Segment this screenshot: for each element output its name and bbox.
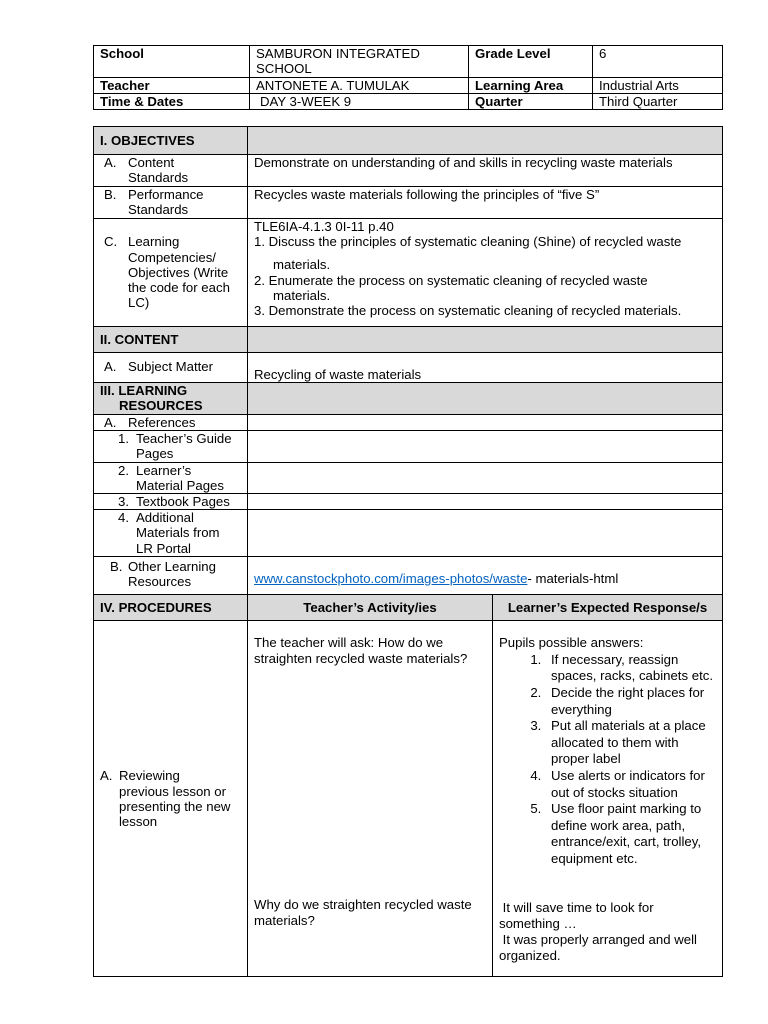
- learner-answer-1: It will save time to look for something …: [499, 900, 658, 932]
- learner-response-header: Learner’s Expected Response/s: [493, 595, 723, 621]
- learner-answer-item: 5. Use floor paint marking to define work area, path, entrance/exit, cart, trolley, equipment etc.: [545, 801, 716, 867]
- learner-intro: Pupils possible answers:: [499, 635, 644, 651]
- resources-title: III. LEARNING RESOURCES: [94, 383, 248, 415]
- teacher-label: Teacher: [94, 78, 250, 94]
- lesson-plan-table: [93, 126, 723, 977]
- objectives-title: I. OBJECTIVES: [94, 127, 248, 155]
- learner-answer-2: It was properly arranged and well organized.: [499, 932, 701, 964]
- content-standards-value: Demonstrate on understanding of and skills in recycling waste materials: [248, 155, 723, 187]
- learner-answer-item: 1. If necessary, reassign spaces, racks, cabinets etc.: [545, 652, 716, 685]
- textbook-pages-label: 3. Textbook Pages: [94, 494, 248, 510]
- grade-label: Grade Level: [469, 46, 593, 78]
- subject-matter-label: A. Subject Matter: [94, 353, 248, 383]
- teacher-activity-header: Teacher’s Activity/ies: [248, 595, 493, 621]
- performance-standards-value: Recycles waste materials following the principles of “five S”: [248, 187, 723, 219]
- grade-value: 6: [593, 46, 723, 78]
- teacher-question-1: The teacher will ask: How do we straighten recycled waste materials?: [254, 635, 468, 667]
- header-table: [93, 45, 723, 110]
- reviewing-lesson-label: A. Reviewing previous lesson or presenting the new lesson: [94, 621, 248, 977]
- additional-materials-label: 4. Additional Materials from LR Portal: [94, 510, 248, 557]
- procedures-title: IV. PROCEDURES: [94, 595, 248, 621]
- content-standards-label: A. Content Standards: [94, 155, 248, 187]
- teacher-question-2: Why do we straighten recycled waste materials?: [254, 897, 472, 929]
- learner-answer-item: 2. Decide the right places for everything: [545, 685, 716, 718]
- resource-link[interactable]: www.canstockphoto.com/images-photos/waste: [254, 571, 528, 587]
- quarter-label: Quarter: [469, 94, 593, 110]
- area-label: Learning Area: [469, 78, 593, 94]
- teacher-value: ANTONETE A. TUMULAK: [250, 78, 469, 94]
- school-value: SAMBURON INTEGRATED SCHOOL: [250, 46, 469, 78]
- quarter-value: Third Quarter: [593, 94, 723, 110]
- school-label: School: [94, 46, 250, 78]
- learning-competencies-value: TLE6IA-4.1.3 0I-11 p.40 1. Discuss the principles of systematic cleaning (Shine) of recycled waste materials. 2. Enumerate the process on systematic cleaning of recycled waste materials. 3. Demonstrate the process on systematic cleaning of recycled materials.: [248, 219, 723, 327]
- learner-response-cell: [493, 621, 723, 977]
- content-title: II. CONTENT: [94, 327, 248, 353]
- time-value: DAY 3-WEEK 9: [250, 94, 469, 110]
- teacher-activity-cell: [248, 621, 493, 977]
- other-resources-value: www.canstockphoto.com/images-photos/waste- materials-html: [248, 557, 723, 595]
- subject-matter-value: Recycling of waste materials: [248, 353, 723, 383]
- area-value: Industrial Arts: [593, 78, 723, 94]
- learners-material-label: 2. Learner’s Material Pages: [94, 462, 248, 493]
- learning-competencies-label: C. Learning Competencies/ Objectives (Write the code for each LC): [94, 219, 248, 327]
- performance-standards-label: B. Performance Standards: [94, 187, 248, 219]
- other-resources-label: B. Other Learning Resources: [94, 557, 248, 595]
- learner-answer-list: [499, 652, 716, 868]
- learner-answer-item: 3. Put all materials at a place allocated to them with proper label: [545, 718, 716, 768]
- references-label: A. References: [94, 415, 248, 431]
- time-label: Time & Dates: [94, 94, 250, 110]
- learner-answer-item: 4. Use alerts or indicators for out of stocks situation: [545, 768, 716, 801]
- teachers-guide-label: 1. Teacher’s Guide Pages: [94, 431, 248, 462]
